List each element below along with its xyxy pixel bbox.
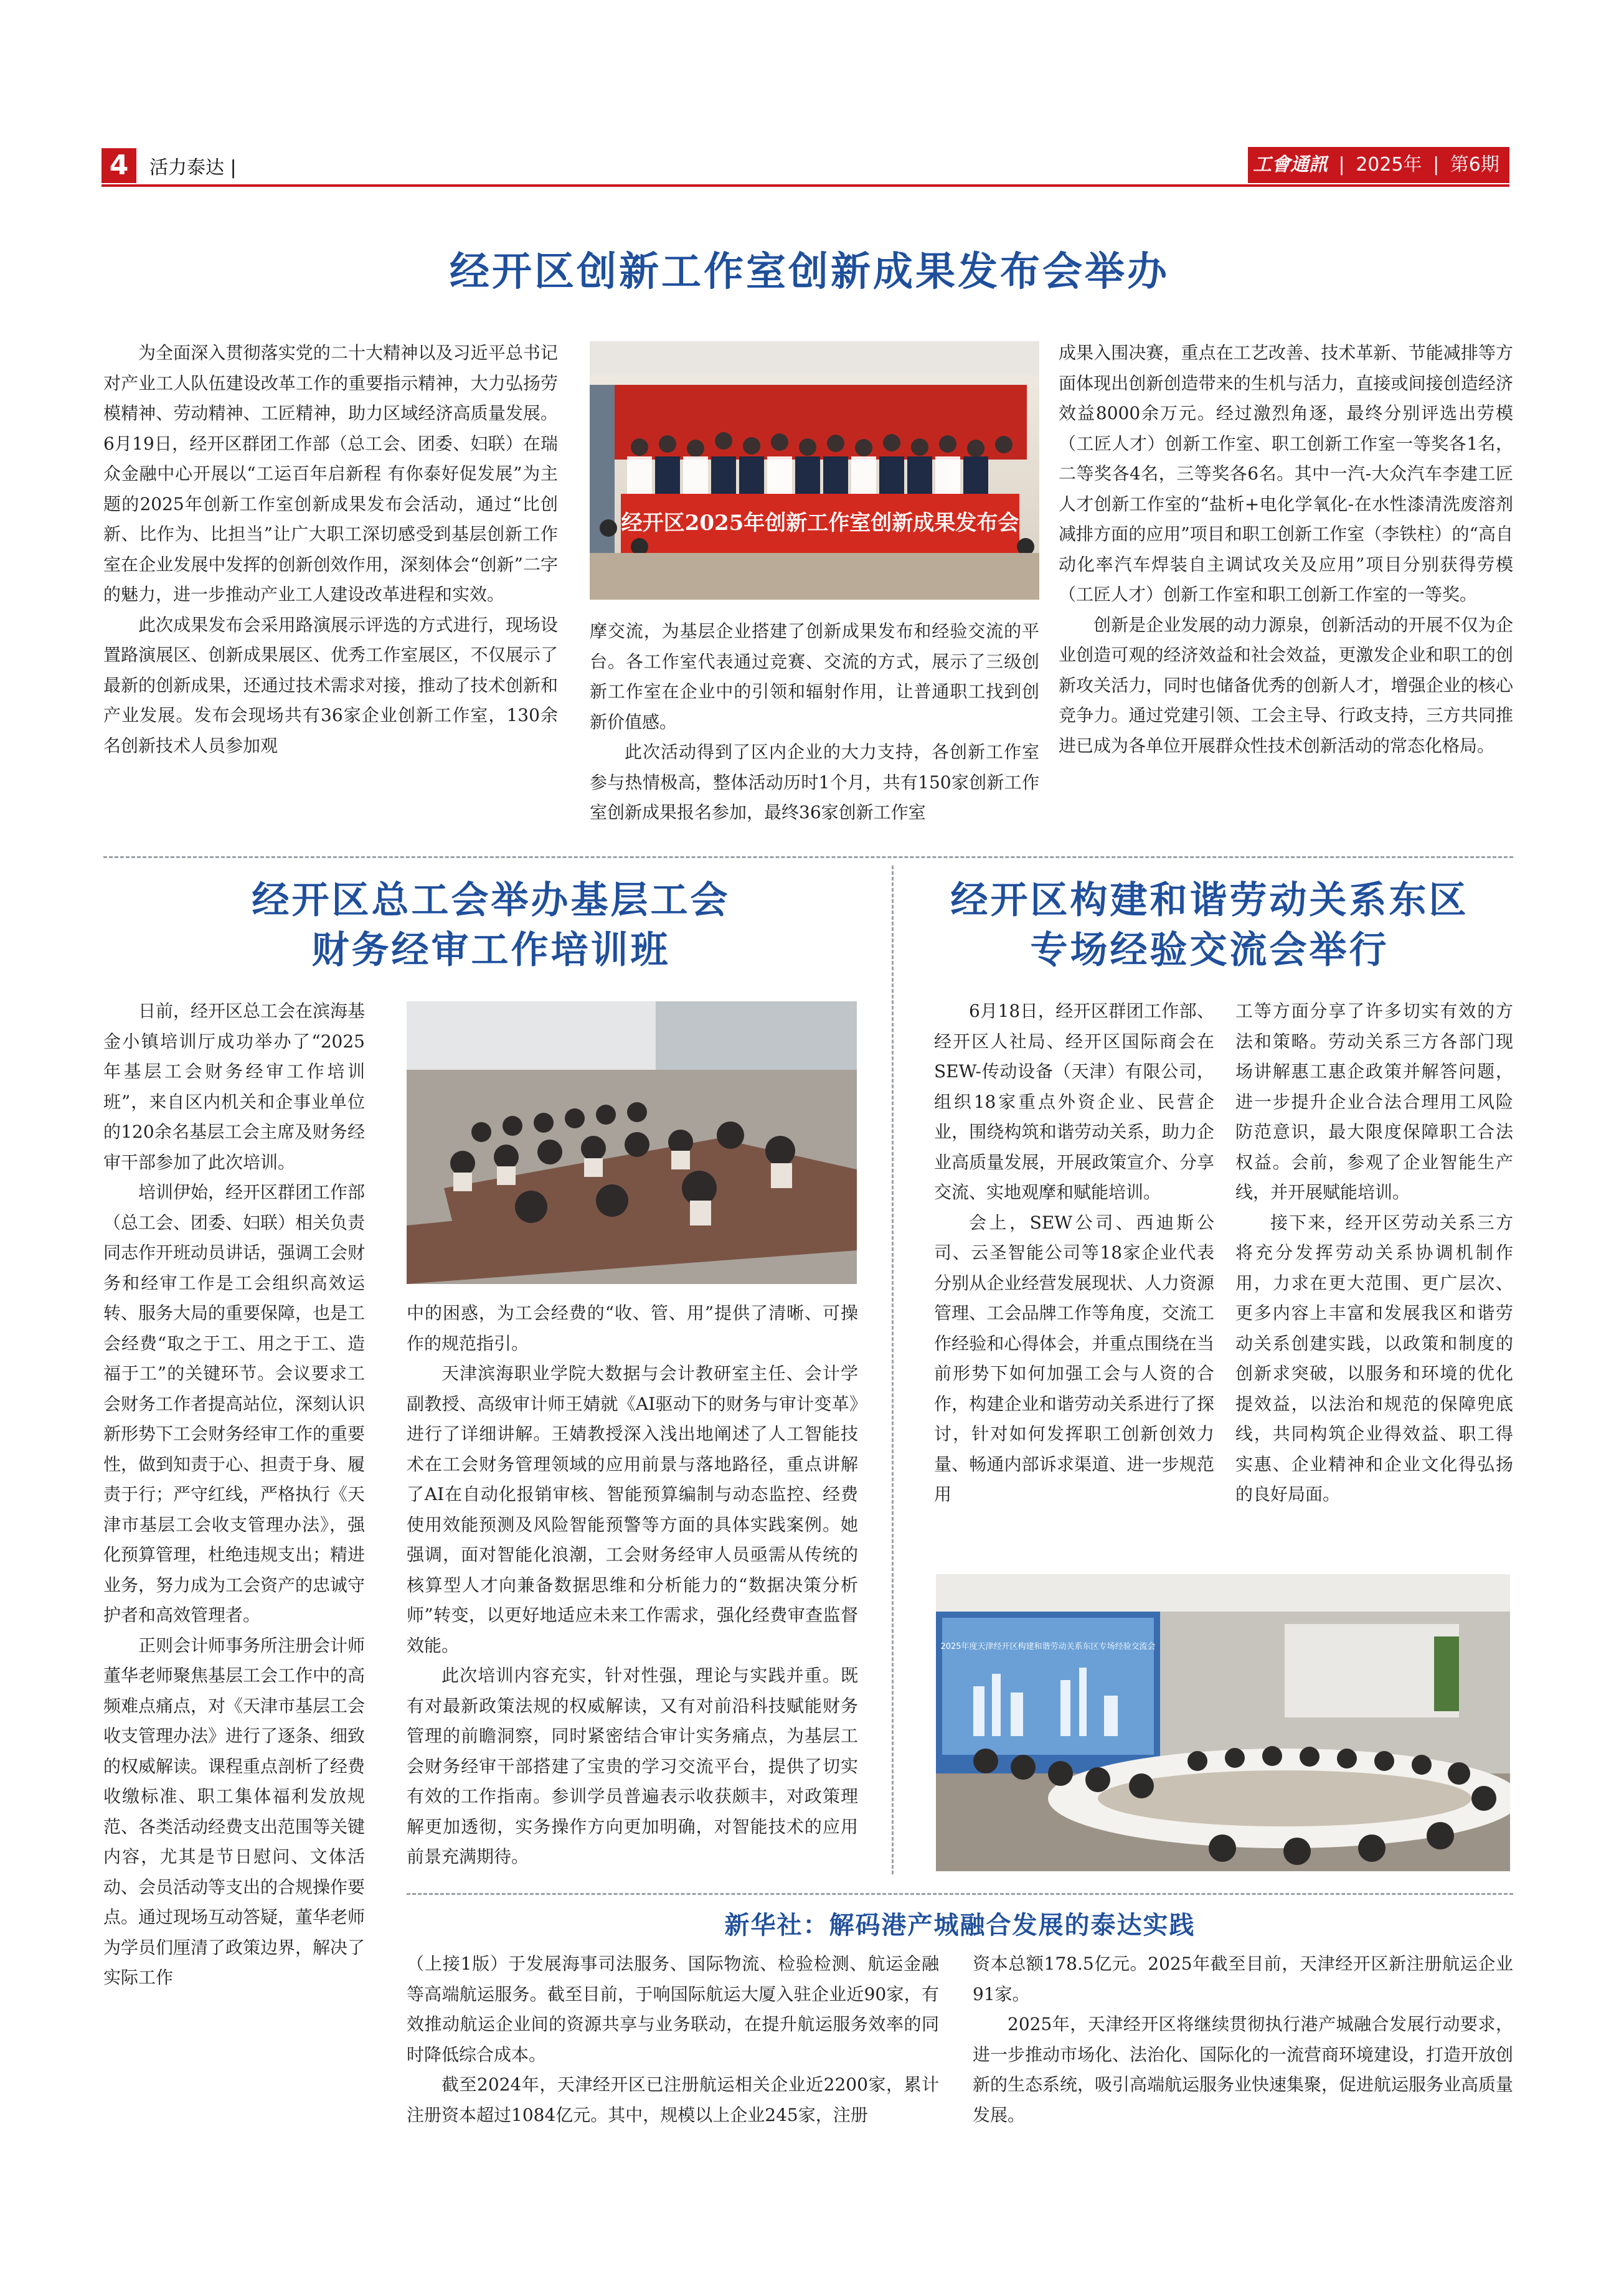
paragraph: 6月18日，经开区群团工作部、经开区人社局、经开区国际商会在SEW-传动设备（天津）有限公司，组织18家重点外资企业、民营企业，围绕构筑和谐劳动关系，助力企业高质量发展，开展政策宣介、分享交流、实地观摩和赋能培训。 [934, 1001, 1214, 1202]
article1-col2 [590, 616, 1039, 828]
masthead-issue: 第6期 [1450, 154, 1499, 176]
section-divider [103, 856, 1513, 858]
article1-col1 [103, 338, 558, 761]
article3-title-line1: 经开区构建和谐劳动关系东区 [950, 879, 1469, 922]
article4-col1 [407, 1949, 939, 2130]
column-divider [892, 866, 894, 1874]
paragraph: 此次活动得到了区内企业的大力支持，各创新工作室参与热情极高，整体活动历时1个月，共有150家创新工作室创新成果报名参加，最终36家创新工作室 [590, 742, 1039, 823]
masthead-sep: | [1433, 154, 1440, 176]
paragraph: 资本总额178.5亿元。2025年截至目前，天津经开区新注册航运企业91家。 [973, 1953, 1513, 2004]
screen-text: 2025年度天津经开区构建和谐劳动关系东区专场经验交流会 [940, 1642, 1156, 1651]
training-image [407, 1001, 857, 1284]
paragraph: （上接1版）于发展海事司法服务、国际物流、检验检测、航运金融等高端航运服务。截至目前，于响国际航运大厦入驻企业近90家，有效推动航运企业间的资源共享与业务联动，在提升航运服务效率的同时降低综合成本。 [407, 1953, 939, 2065]
paragraph: 截至2024年，天津经开区已注册航运相关企业近2200家，累计注册资本超过1084亿元。其中，规模以上企业245家，注册 [407, 2074, 939, 2125]
paragraph: 接下来，经开区劳动关系三方将充分发挥劳动关系协调机制作用，力求在更大范围、更广层次、更多内容上丰富和发展我区和谐劳动关系创建实践，以政策和制度的创新求突破，以服务和环境的优化提效益，以法治和规范的保障兜底线，共同构筑企业得效益、职工得实惠、企业精神和企业文化得弘扬的良好局面。 [1235, 1212, 1513, 1504]
paragraph: 此次成果发布会采用路演展示评选的方式进行，现场设置路演展区、创新成果展区、优秀工作室展区，不仅展示了最新的创新成果，还通过技术需求对接，推动了技术创新和产业发展。发布会现场共有36家企业创新工作室，130余名创新技术人员参加观 [103, 614, 558, 756]
header-rule [102, 184, 1509, 187]
paragraph: 摩交流，为基层企业搭建了创新成果发布和经验交流的平台。各工作室代表通过竞赛、交流的方式，展示了三级创新工作室在企业中的引领和辐射作用，让普通职工找到创新价值感。 [590, 621, 1039, 732]
article4-col2 [973, 1949, 1513, 2130]
paragraph: 会上，SEW公司、西迪斯公司、云圣智能公司等18家企业代表分别从企业经营发展现状、人力资源管理、工会品牌工作等角度，交流工作经验和心得体会，并重点围绕在当前形势下如何加强工会与人资的合作，构建企业和谐劳动关系进行了探讨，针对如何发挥职工创新创效力量、畅通内部诉求渠道、进一步规范用 [934, 1212, 1214, 1504]
exchange-meeting-photo [936, 1574, 1510, 1871]
masthead-badge [1248, 147, 1509, 183]
section-label: 活力泰达 | [149, 157, 237, 179]
paragraph: 为全面深入贯彻落实党的二十大精神以及习近平总书记对产业工人队伍建设改革工作的重要指示精神，大力弘扬劳模精神、劳动精神、工匠精神，助力区域经济高质量发展。6月19日，经开区群团工作部（总工会、团委、妇联）在瑞众金融中心开展以“工运百年启新程 有你泰好促发展”为主题的2025年创新工作室创新成果发布会活动，通过“比创新、比作为、比担当”让广大职工深切感受到基层创新工作室在企业发展中发挥的创新创效作用，深刻体会“创新”二字的魅力，进一步推动产业工人建设改革进程和实效。 [103, 342, 558, 605]
article2-col1 [103, 996, 365, 1993]
award-ceremony-photo [590, 341, 1039, 600]
paragraph: 成果入围决赛，重点在工艺改善、技术革新、节能减排等方面体现出创新创造带来的生机与活力，直接或间接创造经济效益8000余万元。经过激烈角逐，最终分别评选出劳模（工匠人才）创新工作室、职工创新工作室一等奖各1名，二等奖各4名，三等奖各6名。其中一汽-大众汽车李建工匠人才创新工作室的“盐析+电化学氧化-在水性漆清洗废溶剂减排方面的应用”项目和职工创新工作室（李铁柱）的“高自动化率汽车焊装自主调试攻关及应用”项目分别获得劳模（工匠人才）创新工作室和职工创新工作室的一等奖。 [1059, 342, 1513, 605]
article3-col1 [934, 996, 1214, 1510]
masthead-year: 2025年 [1356, 154, 1422, 176]
article2-title-line1: 经开区总工会举办基层工会 [252, 879, 730, 922]
article3-col2 [1235, 996, 1513, 1510]
article1-title: 经开区创新工作室创新成果发布会举办 [450, 249, 1169, 295]
paragraph: 此次培训内容充实，针对性强，理论与实践并重。既有对最新政策法规的权威解读，又有对前沿科技赋能财务管理的前瞻洞察，同时紧密结合审计实务痛点，为基层工会财务经审干部搭建了宝贵的学习交流平台，提供了切实有效的工作指南。参训学员普遍表示收获颇丰，对政策理解更加透彻，实务操作方向更加明确，对智能技术的应用前景充满期待。 [407, 1665, 858, 1867]
article4-title: 新华社：解码港产城融合发展的泰达实践 [724, 1911, 1196, 1940]
page-number: 4 [102, 148, 136, 183]
paragraph: 正则会计师事务所注册会计师董华老师聚焦基层工会工作中的高频难点痛点，对《天津市基层工会收支管理办法》进行了逐条、细致的权威解读。课程重点剖析了经费收缴标准、职工集体福利发放规范、各类活动经费支出范围等关键内容，尤其是节日慰问、文体活动、会员活动等支出的合规操作要点。通过现场互动答疑，董华老师为学员们厘清了政策边界，解决了实际工作 [103, 1635, 366, 1988]
banner-text: 经开区2025年创新工作室创新成果发布会 [621, 511, 1019, 536]
article2-title-line2: 财务经审工作培训班 [311, 928, 671, 972]
paragraph: 2025年，天津经开区将继续贯彻执行港产城融合发展行动要求，进一步推动市场化、法治化、国际化的一流营商环境建设，打造开放创新的生态系统，吸引高端航运服务业快速集聚，促进航运服务业高质量发展。 [973, 2014, 1514, 2125]
article3-title-line2: 专场经验交流会举行 [1030, 928, 1389, 972]
exchange-meeting-image [936, 1574, 1510, 1871]
masthead-brand: 工會通訊 [1253, 154, 1328, 176]
article2-col2 [407, 1298, 858, 1872]
paragraph: 日前，经开区总工会在滨海基金小镇培训厅成功举办了“2025年基层工会财务经审工作培训班”，来自区内机关和企事业单位的120余名基层工会主席及财务经审干部参加了此次培训。 [103, 1001, 366, 1173]
award-ceremony-image [590, 341, 1039, 600]
paragraph: 天津滨海职业学院大数据与会计教研室主任、会计学副教授、高级审计师王婧就《AI驱动下的财务与审计变革》进行了详细讲解。王婧教授深入浅出地阐述了人工智能技术在工会财务管理领域的应用前景与落地路径，重点讲解了AI在自动化报销审核、智能预算编制与动态监控、经费使用效能预测及风险智能预警等方面的具体实践案例。她强调，面对智能化浪潮，工会财务经审人员亟需从传统的核算型人才向兼备数据思维和分析能力的“数据决策分析师”转变，以更好地适应未来工作需求，强化经费审查监督效能。 [407, 1363, 858, 1656]
paragraph: 工等方面分享了许多切实有效的方法和策略。劳动关系三方各部门现场讲解惠工惠企政策并解答问题，进一步提升企业合法合理用工风险防范意识，最大限度保障职工合法权益。会前，参观了企业智能生产线，并开展赋能培训。 [1235, 1001, 1513, 1202]
paragraph: 中的困惑，为工会经费的“收、管、用”提供了清晰、可操作的规范指引。 [407, 1303, 858, 1354]
section-divider [407, 1893, 1513, 1895]
paragraph: 培训伊始，经开区群团工作部（总工会、团委、妇联）相关负责同志作开班动员讲话，强调工会财务和经审工作是工会组织高效运转、服务大局的重要保障，也是工会经费“取之于工、用之于工、造福于工”的关键环节。会议要求工会财务工作者提高站位，深刻认识新形势下工会财务经审工作的重要性，做到知责于心、担责于身、履责于行；严守红线，严格执行《天津市基层工会收支管理办法》，强化预算管理，杜绝违规支出；精进业务，努力成为工会资产的忠诚守护者和高效管理者。 [103, 1182, 366, 1625]
training-photo [407, 1001, 857, 1284]
article1-col3 [1059, 338, 1513, 761]
paragraph: 创新是企业发展的动力源泉，创新活动的开展不仅为企业创造可观的经济效益和社会效益，更激发企业和职工的创新攻关活力，同时也储备优秀的创新人才，增强企业的核心竞争力。通过党建引领、工会主导、行政支持，三方共同推进已成为各单位开展群众性技术创新活动的常态化格局。 [1059, 614, 1513, 756]
masthead-sep: | [1338, 154, 1345, 176]
